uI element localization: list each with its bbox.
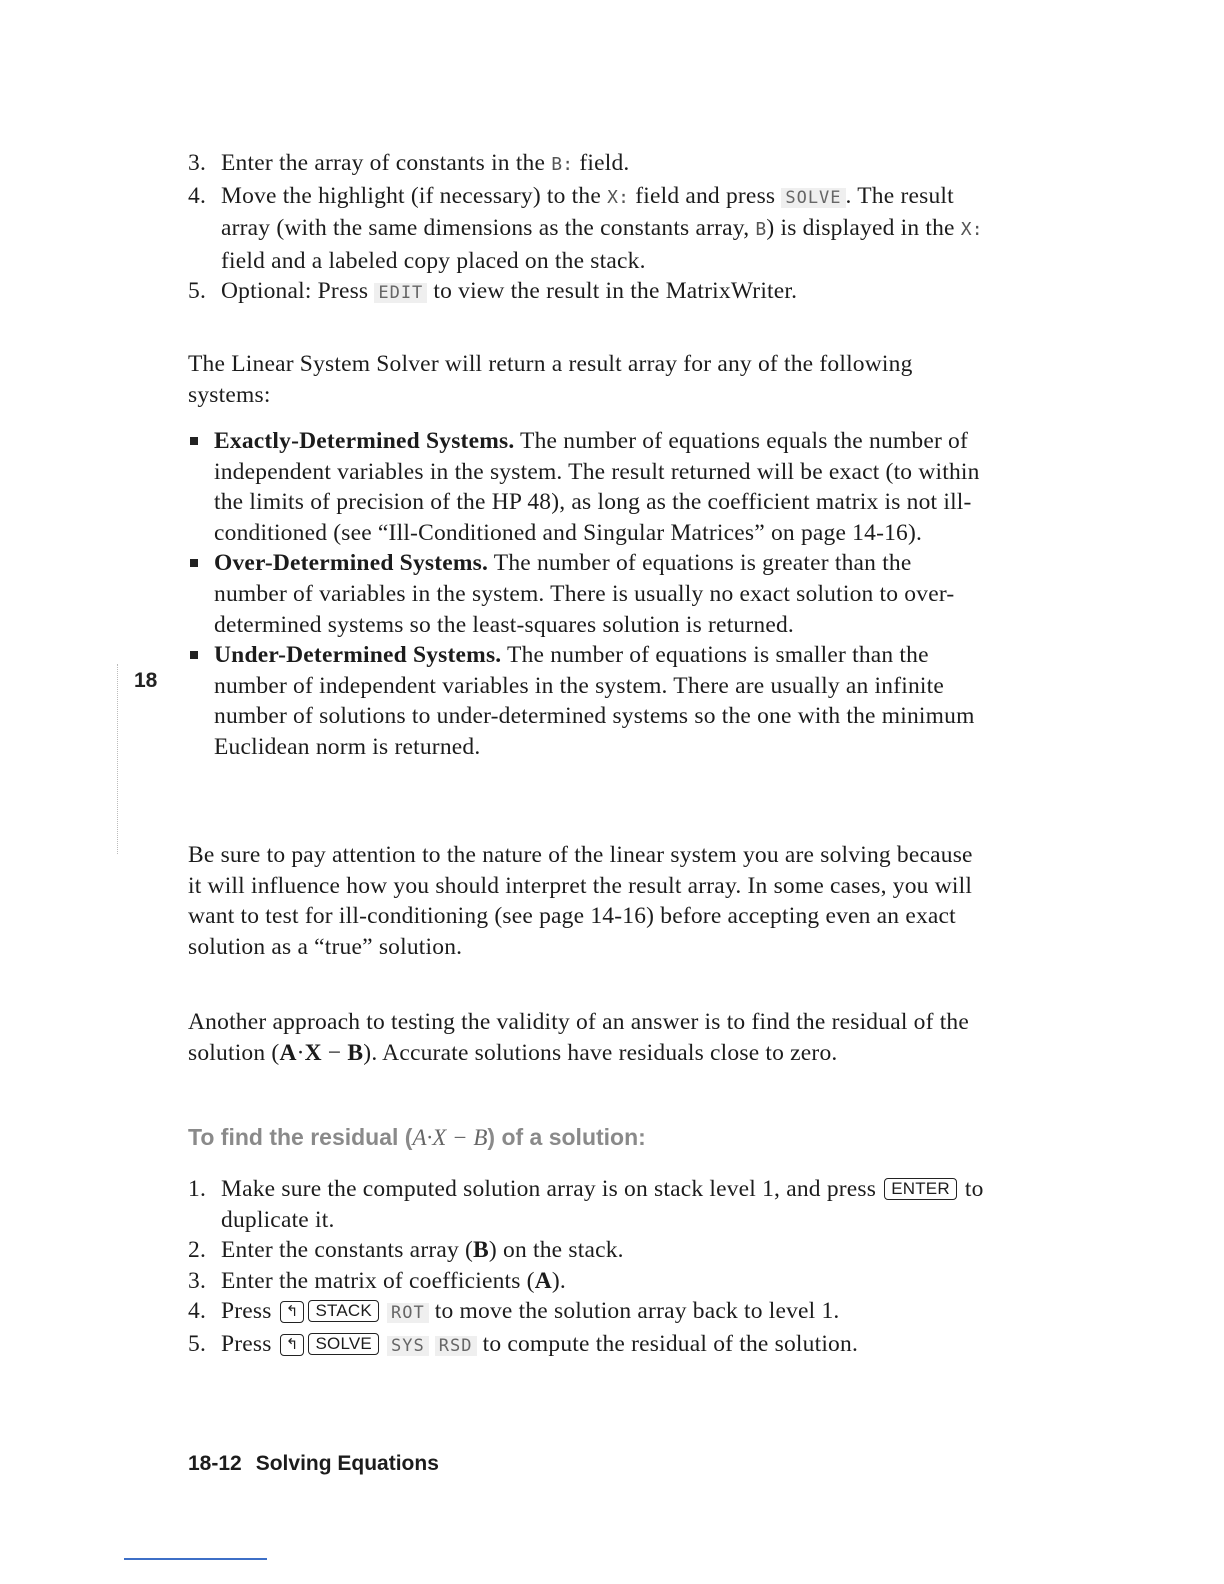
list-item: 3. Enter the matrix of coefficients (A). <box>188 1267 566 1294</box>
intro-paragraph: The Linear System Solver will return a result array for any of the following systems: <box>188 351 913 408</box>
system-types-list <box>188 426 988 763</box>
steps-top-list <box>188 148 988 309</box>
left-shift-key-icon: ↰ <box>280 1334 305 1356</box>
bullet-square-icon <box>188 548 214 640</box>
field-label-b: B <box>755 219 767 241</box>
list-item: Over-Determined Systems. The number of equations is greater than the number of variables in the system. There is usually no exact solution to over-determined systems so the least-squares solution is returned. <box>188 548 988 640</box>
sys-menu-key: SYS <box>387 1336 429 1356</box>
attention-paragraph: Be sure to pay attention to the nature of the linear system you are solving because it will influence how you should interpret the result array. In some cases, you will want to test for ill-conditioning (see page 14-16) before accepting even an exact solution as a “true” solution. <box>188 842 973 960</box>
solve-key: SOLVE <box>308 1333 378 1355</box>
stack-key: STACK <box>308 1300 378 1322</box>
chapter-tab-line <box>117 664 119 854</box>
field-label-b: B: <box>551 154 574 175</box>
list-item: 4. Press ↰ STACK ROT to move the solution array back to level 1. <box>188 1298 840 1325</box>
list-item: 3. Enter the array of constants in the B: field. <box>188 150 630 176</box>
list-item: Exactly-Determined Systems. The number of equations equals the number of independent variables in the system. The result returned will be exact (to within the limits of precision of the HP 48), as long as the coefficient matrix is not ill-conditioned (see “Ill-Conditioned and Singular Matrices” on page 14-16). <box>188 426 988 548</box>
edit-menu-key: EDIT <box>374 283 427 303</box>
list-item: 5. Optional: Press EDIT to view the result in the MatrixWriter. <box>188 278 798 305</box>
bullet-square-icon <box>188 426 214 548</box>
list-item: 4. Move the highlight (if necessary) to the X: field and press SOLVE . The result array (with the same dimensions as the constants array, B) is displayed in the X: field and a labeled copy placed on the stack. <box>188 182 983 274</box>
rot-menu-key: ROT <box>387 1303 429 1323</box>
chapter-title: Solving Equations <box>255 1452 439 1475</box>
rsd-menu-key: RSD <box>435 1336 477 1356</box>
left-shift-key-icon: ↰ <box>280 1301 305 1323</box>
residual-paragraph: Another approach to testing the validity of an answer is to find the residual of the solution (A·X − B). Accurate solutions have residuals close to zero. <box>188 1009 969 1066</box>
list-item: Under-Determined Systems. The number of equations is smaller than the number of independent variables in the system. There are usually an infinite number of solutions to under-determined systems so the one with the minimum Euclidean norm is returned. <box>188 640 988 762</box>
page-footer <box>188 1452 439 1476</box>
field-label-x: X: <box>960 219 983 241</box>
field-label-x: X: <box>607 186 630 208</box>
residual-steps-list <box>188 1174 988 1362</box>
chapter-tab-number: 18 <box>134 669 158 692</box>
list-item: 2. Enter the constants array (B) on the stack. <box>188 1237 624 1264</box>
list-item: 1. Make sure the computed solution array is on stack level 1, and press ENTER to duplicate it. <box>188 1176 984 1233</box>
page-number: 18-12 <box>188 1452 242 1475</box>
solve-menu-key: SOLVE <box>781 188 845 208</box>
list-item: 5. Press ↰ SOLVE SYS RSD to compute the residual of the solution. <box>188 1330 859 1357</box>
procedure-heading: To find the residual (A·X − B) of a solution: <box>188 1124 646 1150</box>
bottom-divider <box>124 1558 267 1560</box>
bullet-square-icon <box>188 640 214 762</box>
enter-key: ENTER <box>884 1178 957 1200</box>
